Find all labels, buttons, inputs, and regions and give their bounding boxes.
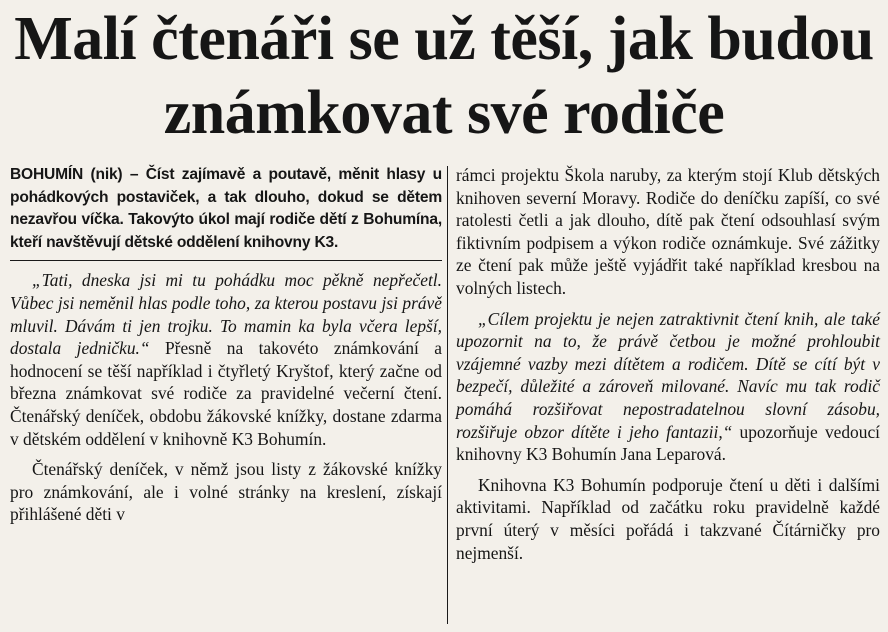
body-paragraph-3: rámci projektu Škola naruby, za kterým stojí Klub dětských knihoven severní Moravy. Rodiče do deníčku zapíší, co své ratolesti četli a jak dlouho, dítě pak čtení odsouhlasí svým fiktivním podpisem a výkon rodiče oznámkuje. Své zážitky ze čtení pak může ještě vyjádřit také například kresbou na volných listech. [456, 165, 880, 298]
lead-divider [10, 260, 442, 261]
left-column [10, 164, 442, 526]
director-quote: „Cílem projektu je nejen zatraktivnit čtení knih, ale také upozornit na to, že právě četbou je možné prohloubit vzájemné vazby mezi dítětem a rodičem. Dítě se cítí být v bezpečí, důležité a zároveň milované. Navíc mu tak rodič pomáhá rozšiřovat nepostradatelnou slovní zásobu, rozšiřuje obzor dítěte i jeho fantazii,“ [456, 308, 880, 442]
paragraph-1-text: Přesně na takovéto známkování a hodnocení se těší například i čtyřletý Kryštof, který začne od března známkovat své rodiče za pravidelné večerní čtení. Čtenářský deníček, obdobu žákovské knížky, dostane zdarma v dětském oddělení v knihovně K3 Bohumín. [10, 338, 442, 449]
right-column [456, 164, 880, 564]
paragraph-4-text: upozorňuje vedoucí knihovny K3 Bohumín Jana Leparová. [456, 421, 880, 465]
article-lead [10, 164, 442, 254]
body-paragraph-4 [456, 308, 880, 466]
body-paragraph-2: Čtenářský deníček, v němž jsou listy z žákovské knížky pro známkování, ale i volné stránky na kreslení, získají přihlášené děti v [10, 459, 442, 525]
child-quote: „Tati, dneska jsi mi tu pohádku moc pěkně nepřečetl. Vůbec jsi neměnil hlas podle toho, za kterou postavu jsi právě mluvil. Dávám ti jen trojku. To mamin ka byla včera lepší, dostala jedničku.“ [10, 270, 442, 359]
dateline: BOHUMÍN (nik) – [10, 166, 139, 183]
column-divider [447, 166, 448, 624]
body-paragraph-5: Knihovna K3 Bohumín podporuje čtení u děti i dalšími aktivitami. Například od začátku roku pravidelně každé první úterý v měsíci pořádá i takzvané Čítárničky pro nejmenší. [456, 474, 880, 563]
article-headline: Malí čtenáři se už těší, jak budou známkovat své rodiče [14, 5, 874, 147]
lead-text: Číst zajímavě a poutavě, měnit hlasy u pohádkových postaviček, a tak dlouho, dokud se dětem nezavřou víčka. Takovýto úkol mají rodiče dětí z Bohumína, kteří navštěvují dětské oddělení knihovny K3. [10, 166, 442, 251]
body-paragraph-1 [10, 269, 442, 450]
